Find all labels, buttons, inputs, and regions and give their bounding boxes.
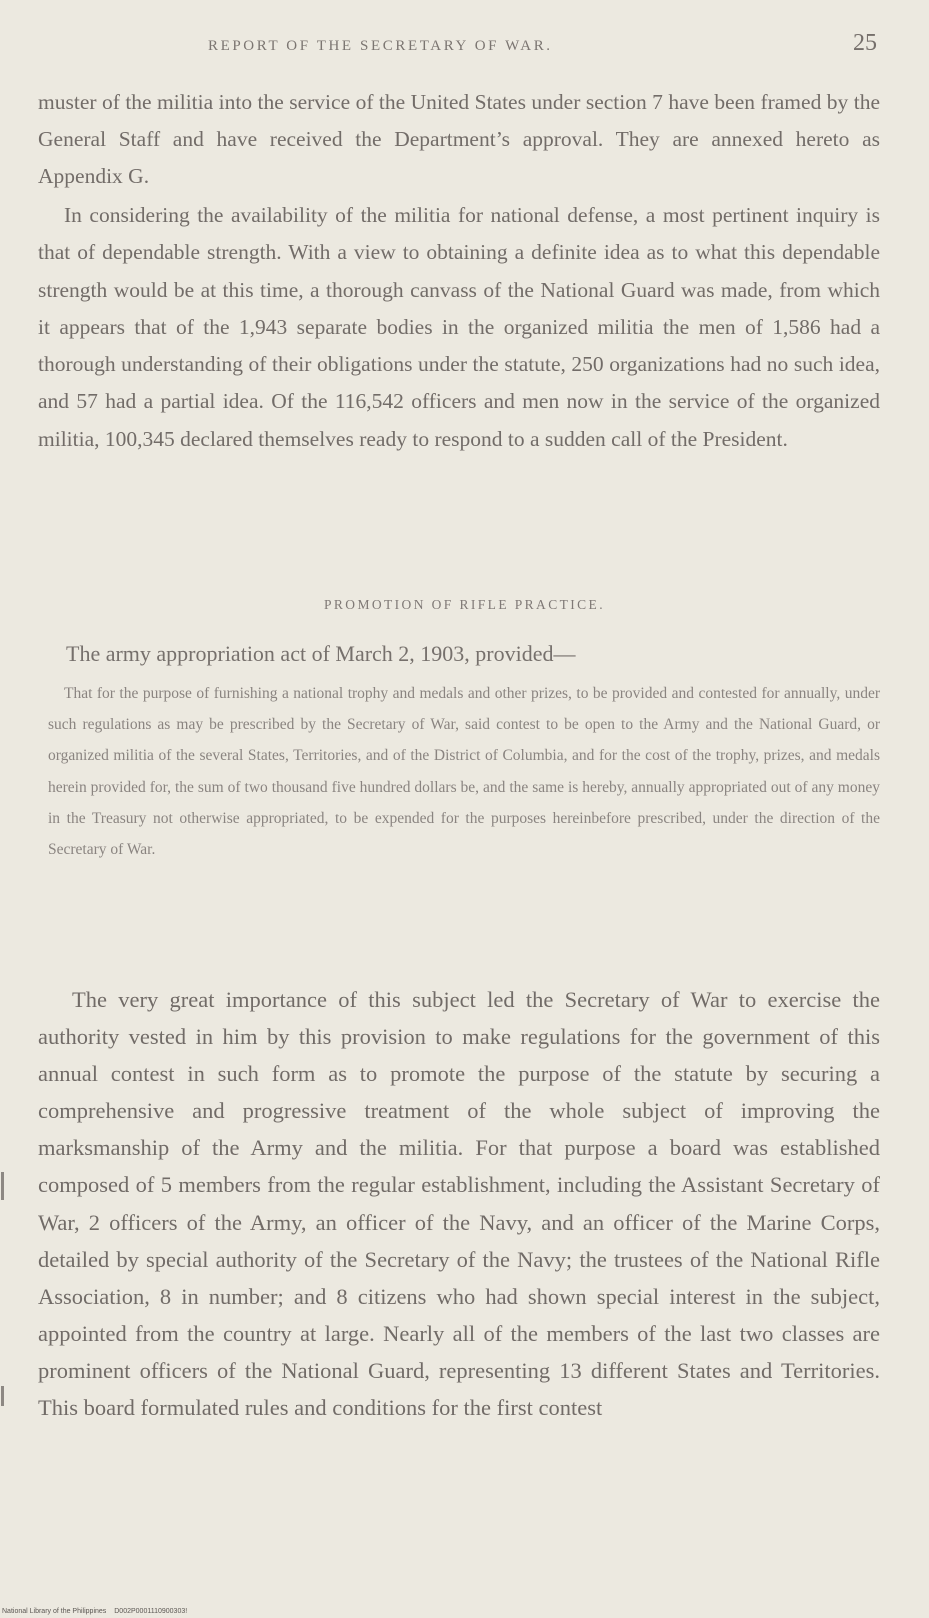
page-number: 25 — [853, 30, 877, 56]
paragraph-dependable-strength: In considering the availability of the militia for national defense, a most pertinent inquiry is that of dependable strength. With a view to obtaining a definite idea as to what this dependable strength would be at this time, a thorough canvass of the National Guard was made, from which it appears that of the 1,943 separate bodies in the organized militia the men of 1,586 had a thorough understanding of their obligations under the statute, 250 organizations had no such idea, and 57 had a partial idea. Of the 116,542 officers and men now in the service of the organized militia, 100,345 declared themselves ready to respond to a sudden call of the President. — [38, 203, 880, 451]
page-header — [0, 30, 929, 70]
section-heading: PROMOTION OF RIFLE PRACTICE. — [324, 597, 605, 612]
footer-identifier: D002P0001110900303! — [114, 1608, 188, 1615]
page-edge-mark — [1, 1172, 4, 1200]
running-head: REPORT OF THE SECRETARY OF WAR. — [208, 38, 553, 54]
page-edge-mark — [1, 1386, 4, 1406]
paragraph-militia-muster: muster of the militia into the service of the United States under section 7 have been framed by the General Staff and have received the Department’s approval. They are annexed hereto as Appendix G. — [38, 90, 880, 188]
footer-library: National Library of the Philippines — [2, 1608, 107, 1615]
paragraph-rifle-board: The very great importance of this subject led the Secretary of War to exercise the authority vested in him by this provision to make regulations for the government of this annual contest in such form as to promote the purpose of the statute by securing a comprehensive and progressive treatment of the whole subject of improving the marksmanship of the Army and the militia. For that purpose a board was established composed of 5 members from the regular establishment, including the Assistant Secretary of War, 2 officers of the Army, an officer of the Navy, and an officer of the Marine Corps, detailed by special authority of the Secretary of the Navy; the trustees of the National Rifle Association, 8 in number; and 8 citizens who had shown special interest in the subject, appointed from the country at large. Nearly all of the members of the last two classes are prominent officers of the National Guard, representing 13 different States and Territories. This board formulated rules and conditions for the first contest — [38, 987, 880, 1421]
paragraph-appropriation-act: The army appropriation act of March 2, 1903, provided— — [66, 641, 576, 666]
page-footer — [0, 1608, 189, 1618]
quoted-statute: That for the purpose of furnishing a national trophy and medals and other prizes, to be provided and contested for annually, under such regulations as may be prescribed by the Secretary of War, said contest to be open to the Army and the National Guard, or organized militia of the several States, Territories, and of the District of Columbia, and for the cost of the trophy, prizes, and medals herein provided for, the sum of two thousand five hundred dollars be, and the same is hereby, annually appropriated out of any money in the Treasury not otherwise appropriated, to be expended for the purposes hereinbefore prescribed, under the direction of the Secretary of War. — [48, 685, 880, 859]
